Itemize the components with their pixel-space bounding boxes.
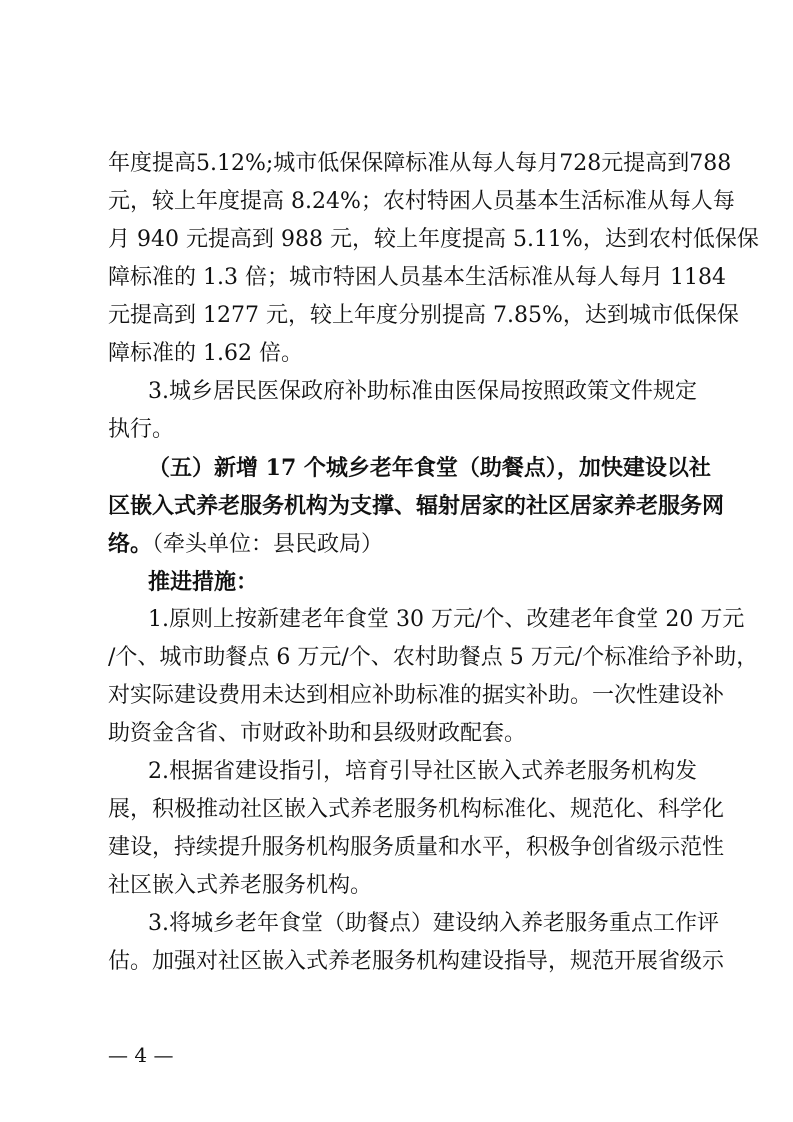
paragraph-start-line: 3.将城乡老年食堂（助餐点）建设纳入养老服务重点工作评 (148, 911, 719, 936)
text-line: 估。加强对社区嵌入式养老服务机构建设指导，规范开展省级示 (108, 949, 725, 974)
text-line: 障标准的 1.3 倍；城市特困人员基本生活标准从每人每月 1184 (108, 265, 726, 290)
section-heading-line: （五）新增 17 个城乡老年食堂（助餐点），加快建设以社 (148, 455, 711, 481)
text-line: /个、城市助餐点 6 万元/个、农村助餐点 5 万元/个标准给予补助， (108, 645, 759, 670)
page-number: — 4 — (108, 1043, 174, 1067)
text-line: 月 940 元提高到 988 元，较上年度提高 5.11%，达到农村低保保 (108, 227, 759, 252)
text-line: 年度提高5.12%;城市低保保障标准从每人每月728元提高到788 (108, 151, 732, 176)
text-line: 展，积极推动社区嵌入式养老服务机构标准化、规范化、科学化 (108, 797, 725, 822)
text-line: 助资金含省、市财政补助和县级财政配套。 (108, 721, 527, 746)
paragraph-start-line: 1.原则上按新建老年食堂 30 万元/个、改建老年食堂 20 万元 (148, 607, 745, 632)
text-line: 建设，持续提升服务机构服务质量和水平，积极争创省级示范性 (108, 835, 725, 860)
measures-heading: 推进措施： (148, 569, 259, 595)
section-heading-end: 络。 (108, 531, 153, 557)
paragraph-start-line: 2.根据省建设指引，培育引导社区嵌入式养老服务机构发 (148, 759, 697, 784)
text-line: 社区嵌入式养老服务机构。 (108, 873, 373, 898)
text-line: 障标准的 1.62 倍。 (108, 341, 303, 366)
lead-unit-note: （牵头单位：县民政局） (152, 532, 384, 557)
text-line: 执行。 (108, 417, 175, 442)
section-heading-last-line (108, 530, 684, 558)
paragraph-start-line: 3.城乡居民医保政府补助标准由医保局按照政策文件规定 (148, 379, 697, 404)
section-heading-line: 区嵌入式养老服务机构为支撑、辐射居家的社区居家养老服务网 (108, 493, 725, 519)
text-line: 对实际建设费用未达到相应补助标准的据实补助。一次性建设补 (108, 683, 725, 708)
text-line: 元提高到 1277 元，较上年度分别提高 7.85%，达到城市低保保 (108, 303, 739, 328)
text-line: 元，较上年度提高 8.24%；农村特困人员基本生活标准从每人每 (108, 189, 735, 214)
